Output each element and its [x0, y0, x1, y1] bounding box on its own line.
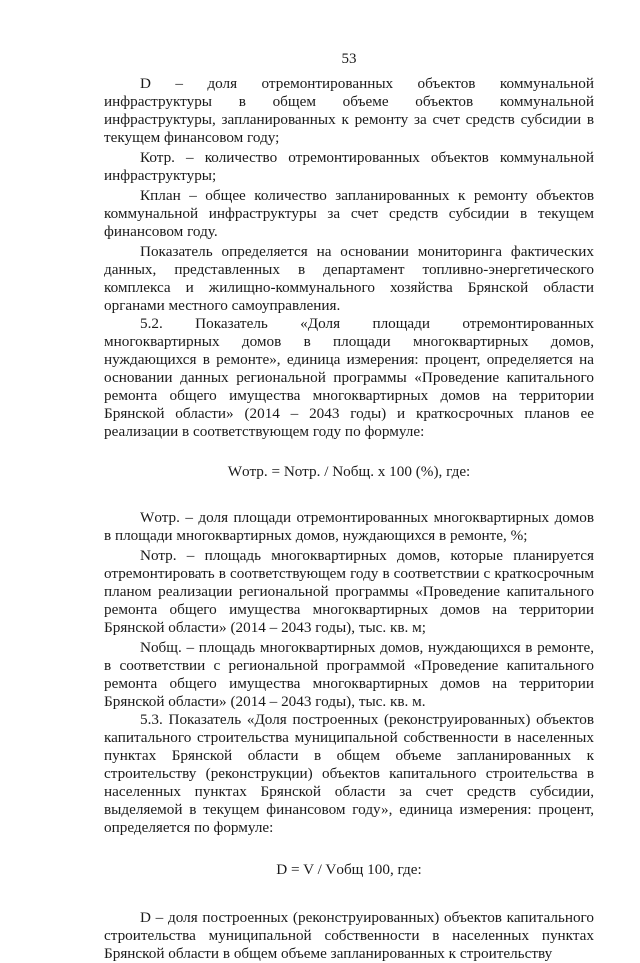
paragraph-w-definition: Wотр. – доля площади отремонтированных многоквартирных домов в площади многоквартирных домов, нуждающихся в ремонте, %;	[104, 509, 594, 544]
formula-d: D = V / Vобщ 100, где:	[276, 861, 422, 878]
paragraph-notr-definition: Nотр. – площадь многоквартирных домов, которые планируется отремонтировать в соответствующем году в соответствии с краткосрочным планом реализации региональной программы «Проведение капитального ремонта общего имущества многоквартирных домов на территории Брянской области» (2014 – 2043 годы), тыс. кв. м;	[104, 547, 594, 636]
page-number: 53	[341, 51, 357, 67]
paragraph-d-definition: D – доля отремонтированных объектов коммунальной инфраструктуры в общем объеме объектов коммунальной инфраструктуры, запланированных к ремонту за счет средств субсидии в текущем финансовом году;	[104, 75, 594, 146]
formula-w: Wотр. = Nотр. / Nобщ. х 100 (%), где:	[227, 463, 471, 480]
paragraph-monitoring: Показатель определяется на основании мониторинга фактических данных, представленных в департамент топливно-энергетического комплекса и жилищно-коммунального хозяйства Брянской области органами местного самоуправления.	[104, 243, 594, 314]
paragraph-nobshch-definition: Nобщ. – площадь многоквартирных домов, нуждающихся в ремонте, в соответствии с региональной программой «Проведение капитального ремонта общего имущества многоквартирных домов на территории Брянской области» (2014 – 2043 годы), тыс. кв. м.	[104, 639, 594, 710]
paragraph-kplan-definition: Кплан – общее количество запланированных к ремонту объектов коммунальной инфраструктуры за счет средств субсидии в текущем финансовом году.	[104, 187, 594, 240]
paragraph-kotr-definition: Котр. – количество отремонтированных объектов коммунальной инфраструктуры;	[104, 149, 594, 184]
paragraph-d2-definition: D – доля построенных (реконструированных) объектов капитального строительства муниципальной собственности в населенных пунктах Брянской области в общем объеме запланированных к строительству	[104, 909, 594, 962]
paragraph-5-2: 5.2. Показатель «Доля площади отремонтированных многоквартирных домов в площади многоквартирных домов, нуждающихся в ремонте», единица измерения: процент, определяется на основании данных региональной программы «Проведение капитального ремонта общего имущества многоквартирных домов на территории Брянской области» (2014 – 2043 годы) и краткосрочных планов ее реализации в соответствующем году по формуле:	[104, 315, 594, 440]
paragraph-5-3: 5.3. Показатель «Доля построенных (реконструированных) объектов капитального строительства муниципальной собственности в населенных пунктах Брянской области в общем объеме запланированных к строительству (реконструкции) объектов капитального строительства в населенных пунктах Брянской области за счет средств субсидии, выделяемой в текущем финансовом году», единица измерения: процент, определяется по формуле:	[104, 711, 594, 836]
